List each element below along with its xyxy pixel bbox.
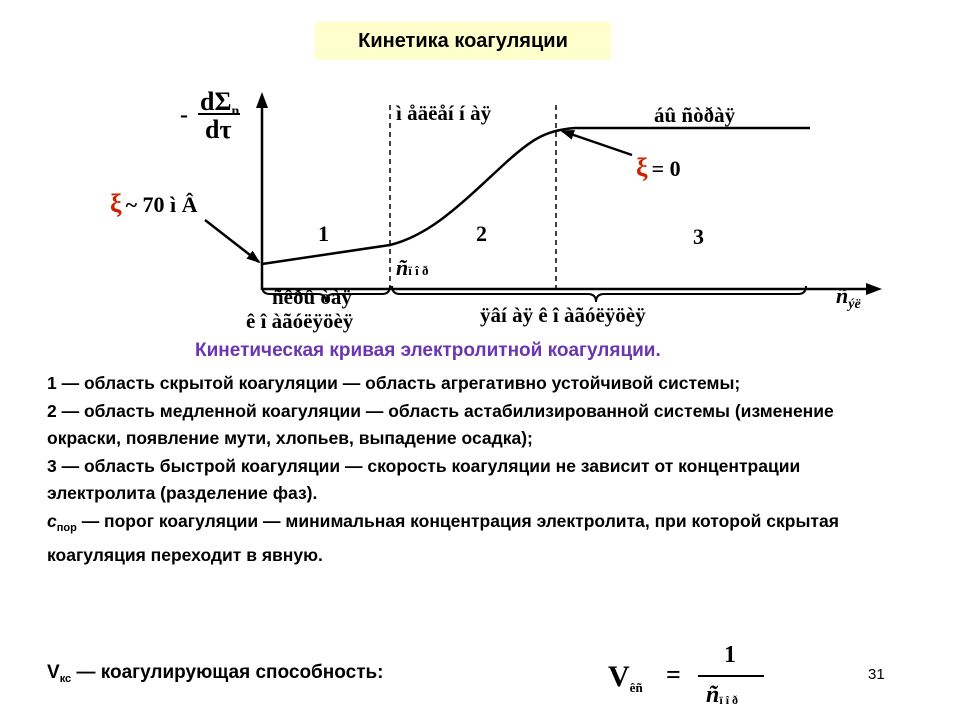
formula-denominator: ñï î ð (706, 682, 739, 708)
threshold-label: ñï î ð (396, 255, 429, 280)
diagram-caption: Кинетическая кривая электролитной коагуляции. (195, 340, 661, 361)
top-label-slow: ì åäëåí í àÿ (396, 101, 492, 125)
hidden-coagulation-label-line2: ê î àãóëÿöèÿ (246, 309, 354, 333)
slide-title: Кинетика коагуляции (315, 22, 611, 60)
coagulating-ability-text: $V_{кс}$ — коагулирующая способность: (47, 662, 384, 685)
page-number: 31 (868, 666, 885, 683)
coagulating-ability-formula (600, 632, 800, 720)
region-label-2: 2 (476, 221, 487, 246)
formula-v: $V_{êñ}$ (608, 660, 643, 695)
hidden-coagulation-label-line1: ñêðû òàÿ (272, 285, 352, 309)
formula-numerator: 1 (724, 642, 736, 668)
y-axis-minus: - (180, 102, 188, 128)
kinetic-curve (262, 128, 810, 264)
coagulation-kinetics-diagram (0, 0, 960, 340)
note-region-2: 2 — область медленной коагуляции — область астабилизированной системы (изменение окраски, появление мути, хлопьев, выпадение осадка); (47, 400, 834, 448)
notes-block (47, 370, 907, 570)
y-axis-denominator: dτ (205, 115, 232, 144)
explicit-coagulation-label: ÿâí àÿ ê î àãóëÿöèÿ (480, 303, 646, 327)
y-axis-numerator: dΣn (200, 87, 240, 119)
note-threshold: $c_{пор}$ — порог коагуляции — минимальная концентрация электролита, при которой скрытая коагуляция переходит в явную. (47, 510, 839, 565)
region-label-3: 3 (693, 224, 704, 249)
zeta-start-label: ξ ~ 70 ì Â (110, 189, 198, 218)
y-axis-arrowhead (256, 92, 268, 108)
zeta-start-arrow (205, 220, 259, 262)
formula-equals: = (666, 660, 681, 689)
region-label-1: 1 (318, 221, 329, 246)
x-axis-arrowhead (866, 283, 882, 295)
zeta-end-arrow (562, 131, 632, 155)
top-label-fast: áû ñòðàÿ (654, 103, 736, 127)
note-region-1: 1 — область скрытой коагуляции — область агрегативно устойчивой системы; (47, 373, 741, 393)
zeta-end-label: ξ = 0 (636, 153, 681, 182)
x-axis-label: $ñ_{ýë}$ (836, 283, 861, 312)
note-region-3: 3 — область быстрой коагуляции — скорость коагуляции не зависит от концентрации электролита (разделение фаз). (47, 455, 801, 503)
